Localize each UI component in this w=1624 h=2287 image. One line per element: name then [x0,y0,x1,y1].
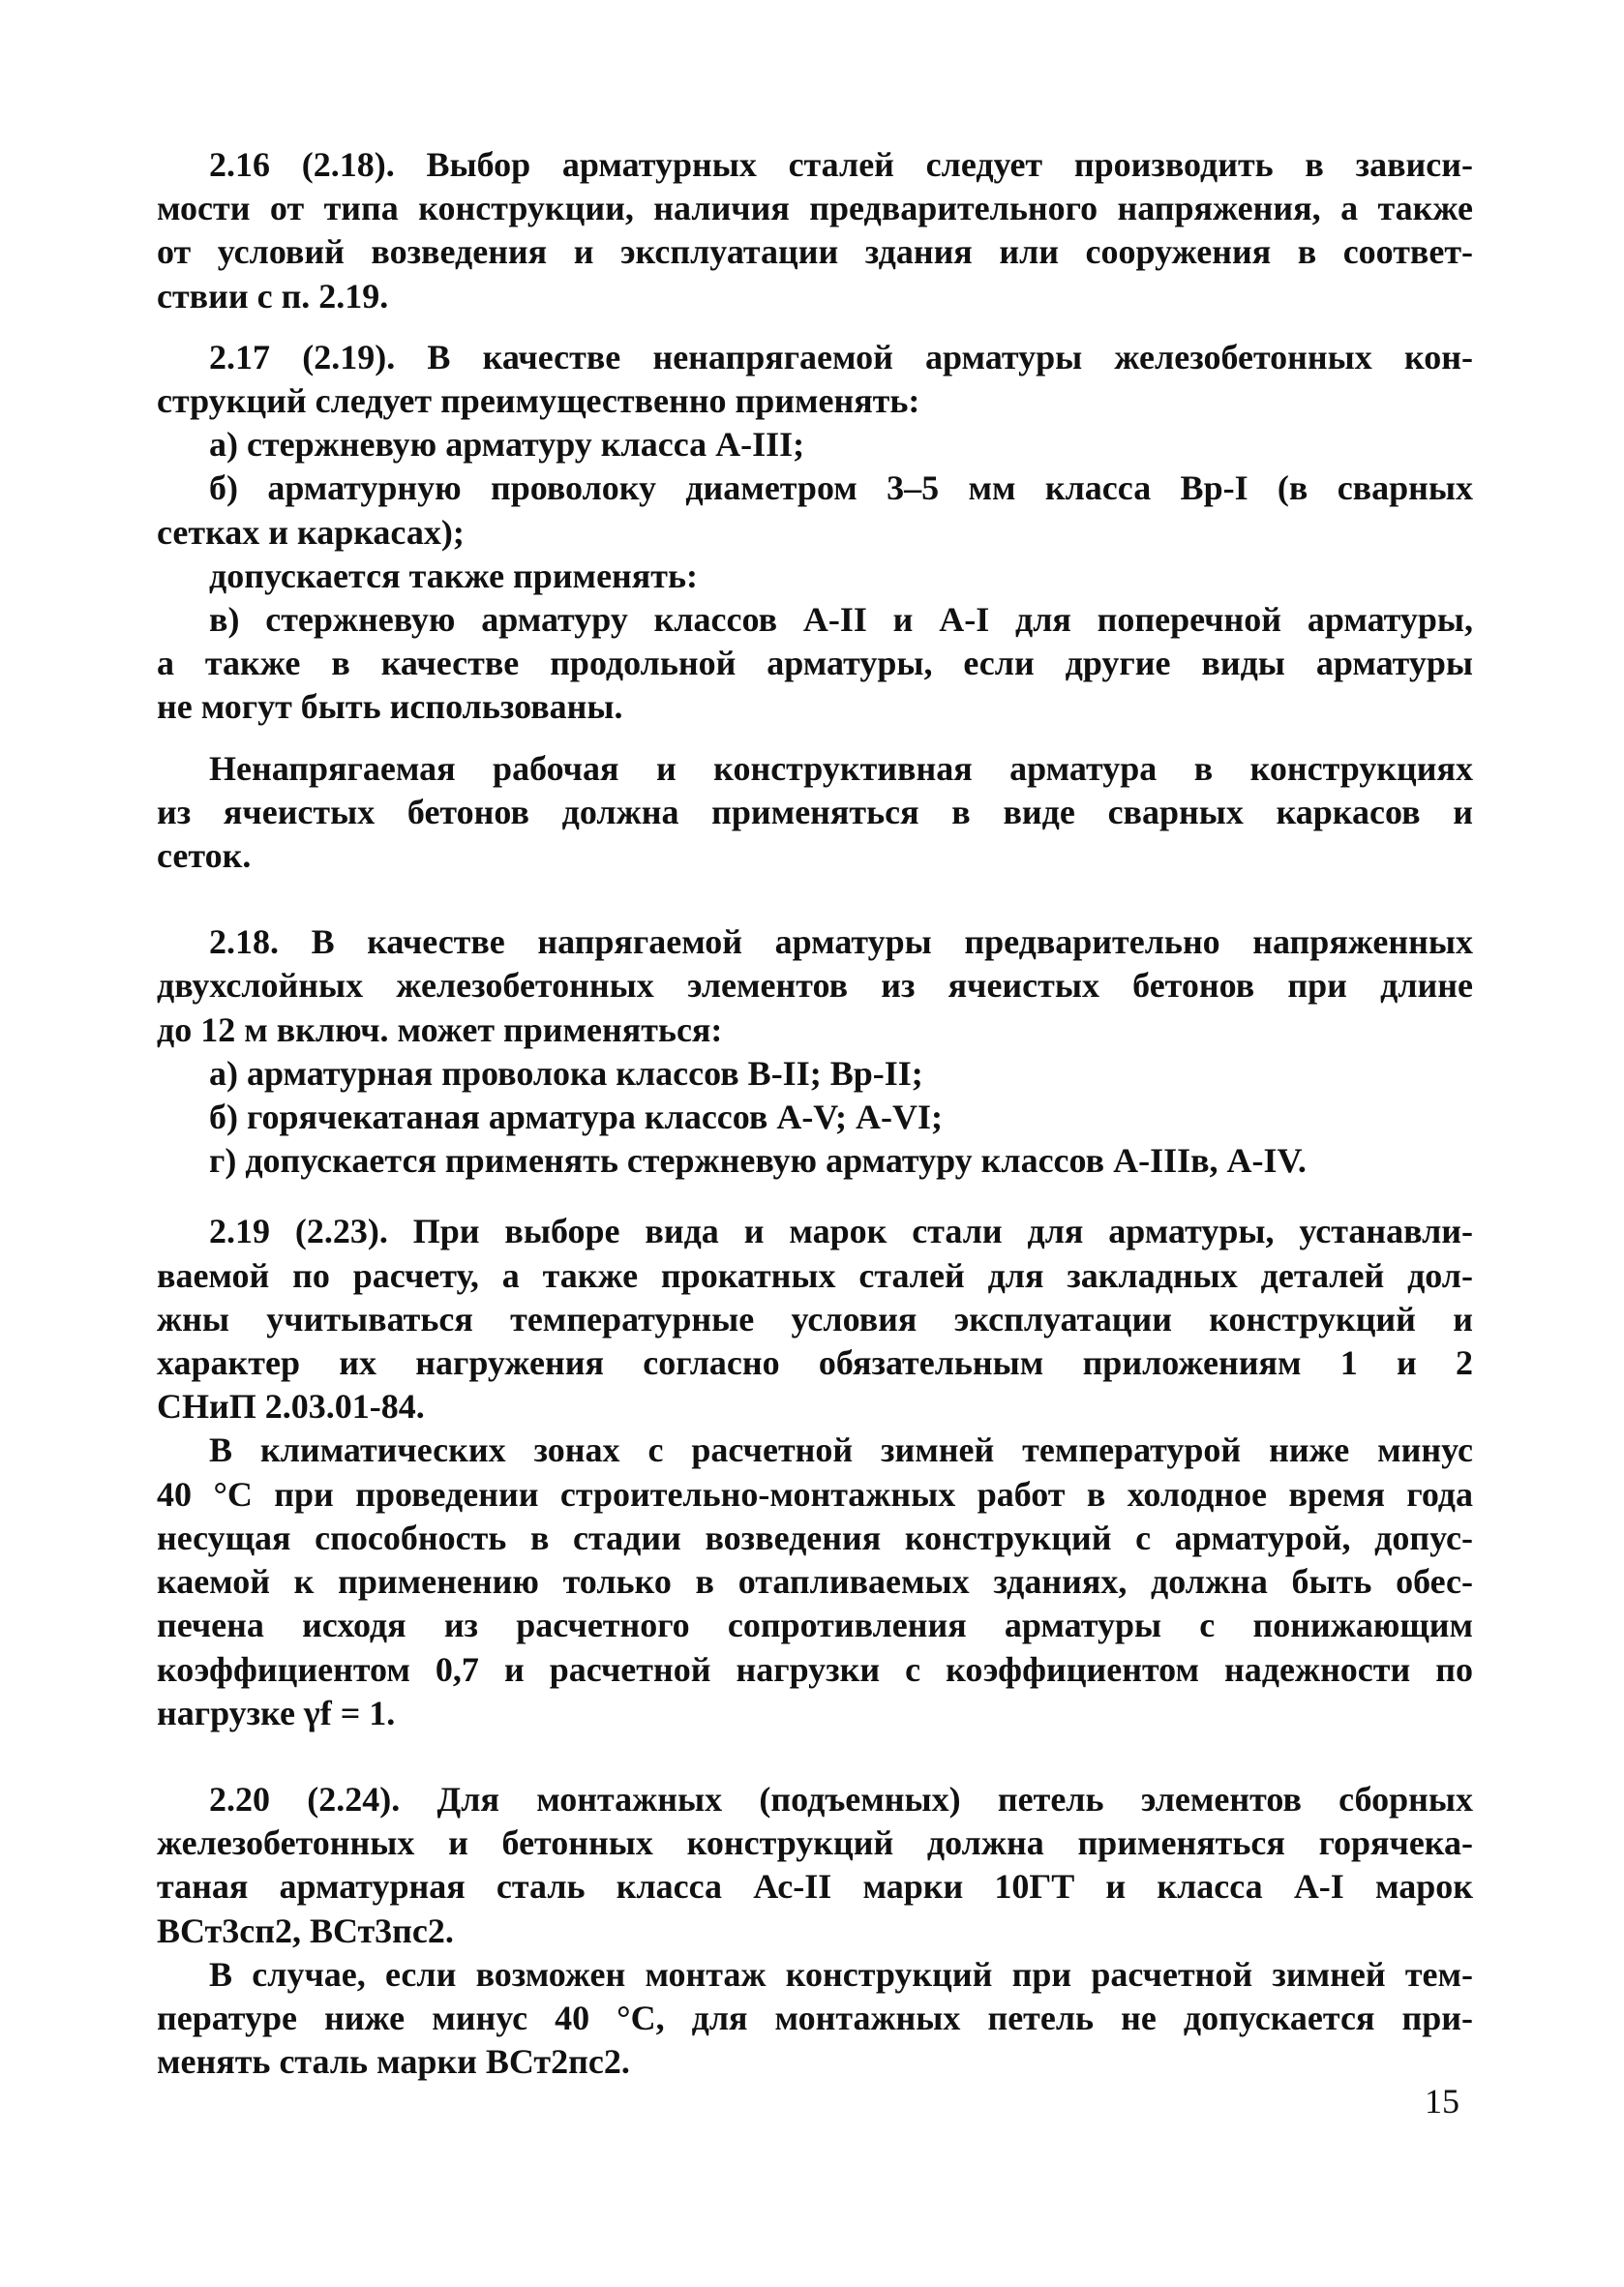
clause-2-19-line-4: характер их нагружения согласно обязательным приложениям 1 и 2 [157,1343,1473,1383]
clause-2-19-climate-line-1: В климатических зонах с расчетной зимней температурой ниже минус [209,1430,1473,1470]
clause-2-17-item-b-line-1: б) арматурную проволоку диаметром 3–5 мм класса Вр-I (в сварных [209,468,1473,508]
clause-2-17-line-1: 2.17 (2.19). В качестве ненапрягаемой арматуры железобетонных кон- [209,337,1473,376]
clause-2-17-allowed: допускается также применять: [209,556,698,595]
clause-2-17-item-a: а) стержневую арматуру класса А-III; [209,425,805,465]
paragraph-gap [157,878,1473,920]
clause-2-19-line-2: ваемой по расчету, а также прокатных сталей для закладных деталей дол- [157,1255,1473,1295]
clause-2-18-item-a: а) арматурная проволока классов В-II; Вр-II; [209,1053,923,1093]
clause-2-19-climate-line-3: несущая способность в стадии возведения конструкций с арматурой, допус- [157,1518,1473,1557]
clause-2-17-item-b-line-2: сетках и каркасах); [157,512,465,552]
clause-2-19-climate-line-4: каемой к применению только в отапливаемых зданиях, должна быть обес- [157,1562,1473,1602]
clause-2-20-line-3: таная арматурная сталь класса Ас-II марки 10ГТ и класса А-I марок [157,1867,1473,1907]
clause-2-16-line-3: от условий возведения и эксплуатации здания или сооружения в соответ- [157,232,1473,272]
clause-2-18-line-3: до 12 м включ. может применяться: [157,1009,723,1049]
paragraph-gap [157,318,1473,336]
clause-2-17-line-2: струкций следует преимущественно применять: [157,381,920,421]
clause-2-18-line-1: 2.18. В качестве напрягаемой арматуры предварительно напряженных [209,922,1473,962]
clause-2-20-line-1: 2.20 (2.24). Для монтажных (подъемных) петель элементов сборных [209,1779,1473,1819]
clause-2-16-line-1: 2.16 (2.18). Выбор арматурных сталей следует производить в зависи- [209,145,1473,184]
clause-2-17-item-v-line-1: в) стержневую арматуру классов А-II и А-I для поперечной арматуры, [209,600,1473,640]
clause-2-17-item-v-line-2: а также в качестве продольной арматуры, если другие виды арматуры [157,644,1473,683]
clause-2-17-note-line-1: Ненапрягаемая рабочая и конструктивная арматура в конструкциях [209,748,1473,788]
clause-2-19-line-5: СНиП 2.03.01-84. [157,1387,425,1427]
clause-2-17-note-line-2: из ячеистых бетонов должна применяться в виде сварных каркасов и [157,792,1473,831]
clause-2-20-line-2: железобетонных и бетонных конструкций должна применяться горячека- [157,1823,1473,1863]
clause-2-19-climate-line-7: нагрузке γf = 1. [157,1693,396,1732]
paragraph-gap [157,1735,1473,1778]
clause-2-17-note-line-3: сеток. [157,836,252,876]
page-body [157,143,1473,2084]
clause-2-20-winter-line-1: В случае, если возможен монтаж конструкций при расчетной зимней тем- [209,1954,1473,1994]
clause-2-20-winter-line-3: менять сталь марки ВСт2пс2. [157,2042,630,2082]
clause-2-16-line-2: мости от типа конструкции, наличия предварительного напряжения, а также [157,189,1473,228]
clause-2-19-line-3: жны учитываться температурные условия эксплуатации конструкций и [157,1299,1473,1339]
clause-2-19-climate-line-6: коэффициентом 0,7 и расчетной нагрузки с коэффициентом надежности по [157,1649,1473,1689]
clause-2-18-line-2: двухслойных железобетонных элементов из ячеистых бетонов при длине [157,966,1473,1006]
clause-2-19-line-1: 2.19 (2.23). При выборе вида и марок стали для арматуры, устанавли- [209,1212,1473,1251]
paragraph-gap [157,1183,1473,1210]
clause-2-17-item-v-line-3: не могут быть использованы. [157,687,623,727]
clause-2-18-item-g: г) допускается применять стержневую арматуру классов А-IIIв, А-IV. [209,1141,1307,1181]
clause-2-19-climate-line-2: 40 °С при проведении строительно-монтажных работ в холодное время года [157,1474,1473,1514]
page-number: 15 [1425,2082,1459,2121]
clause-2-20-winter-line-2: пературе ниже минус 40 °С, для монтажных петель не допускается при- [157,1998,1473,2037]
clause-2-19-climate-line-5: печена исходя из расчетного сопротивления арматуры с понижающим [157,1606,1473,1645]
clause-2-16-line-4: ствии с п. 2.19. [157,276,389,316]
clause-2-20-line-4: ВСт3сп2, ВСт3пс2. [157,1911,454,1950]
paragraph-gap [157,730,1473,747]
clause-2-18-item-b: б) горячекатаная арматура классов А-V; А-VI; [209,1098,943,1137]
